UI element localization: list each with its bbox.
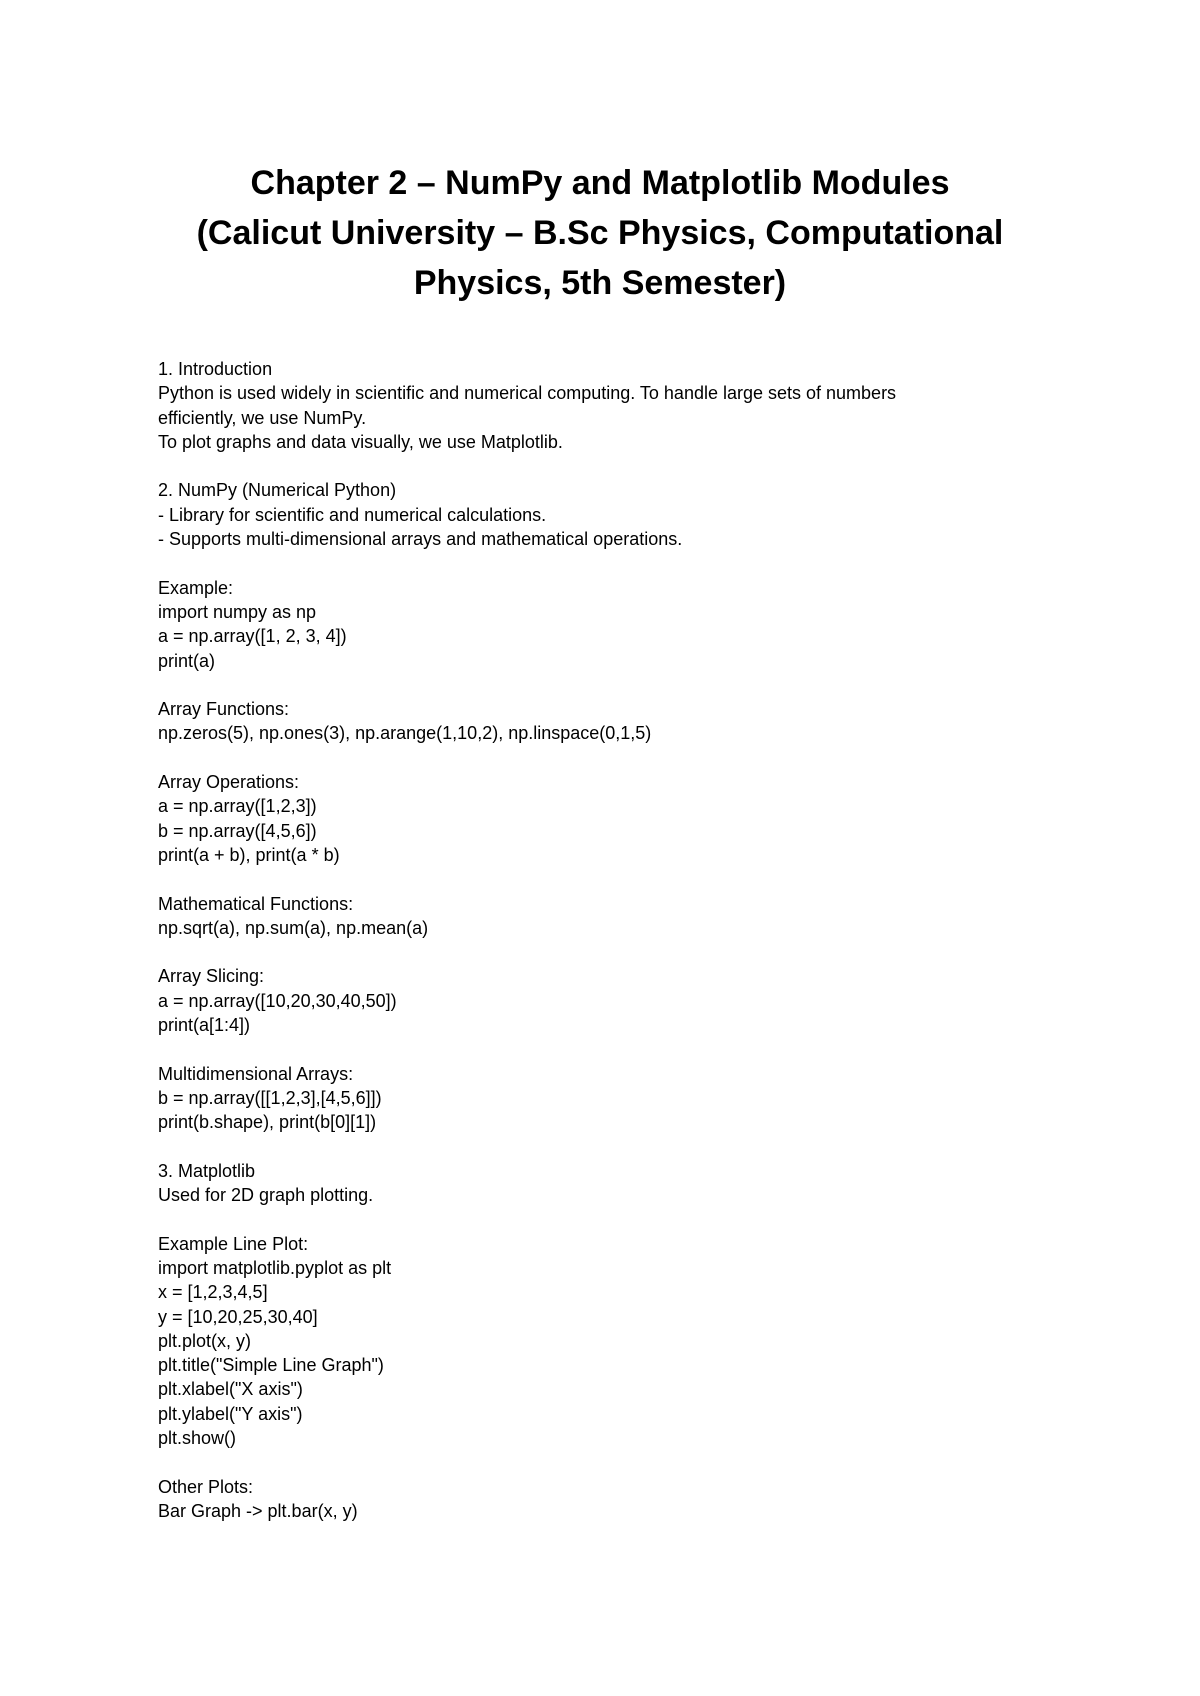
code-line: np.sqrt(a), np.sum(a), np.mean(a) <box>158 917 429 938</box>
section-array-slicing <box>158 964 1058 1037</box>
section-introduction <box>158 357 1058 454</box>
section-example-line-plot <box>158 1232 1058 1451</box>
paragraph-gap <box>158 867 1058 891</box>
code-line: y = [10,20,25,30,40] <box>158 1306 318 1327</box>
paragraph-gap <box>158 1135 1058 1159</box>
code-line: np.zeros(5), np.ones(3), np.arange(1,10,2), np.linspace(0,1,5) <box>158 723 652 744</box>
code-line: print(b.shape), print(b[0][1]) <box>158 1112 377 1133</box>
paragraph-gap <box>158 551 1058 575</box>
title-line-2: (Calicut University – B.Sc Physics, Computational <box>196 214 1004 252</box>
page-title <box>100 158 1100 308</box>
code-line: b = np.array([[1,2,3],[4,5,6]]) <box>158 1087 382 1108</box>
code-line: import matplotlib.pyplot as plt <box>158 1257 392 1278</box>
section-heading: Array Functions: <box>158 699 290 720</box>
paragraph-gap <box>158 1450 1058 1474</box>
code-line: plt.title("Simple Line Graph") <box>158 1355 384 1376</box>
document-body <box>158 357 1058 1523</box>
code-line: print(a + b), print(a * b) <box>158 844 340 865</box>
code-line: plt.ylabel("Y axis") <box>158 1403 303 1424</box>
section-heading: 2. NumPy (Numerical Python) <box>158 480 397 501</box>
code-line: plt.show() <box>158 1428 237 1449</box>
section-heading: Mathematical Functions: <box>158 893 354 914</box>
title-line-1: Chapter 2 – NumPy and Matplotlib Modules <box>250 164 950 202</box>
section-other-plots <box>158 1475 1058 1524</box>
paragraph-gap <box>158 940 1058 964</box>
code-line: a = np.array([1,2,3]) <box>158 796 317 817</box>
section-heading: Multidimensional Arrays: <box>158 1063 354 1084</box>
section-heading: Example Line Plot: <box>158 1233 309 1254</box>
section-multidimensional-arrays <box>158 1062 1058 1135</box>
text-line: Python is used widely in scientific and numerical computing. To handle large sets of numbers <box>158 383 897 404</box>
section-heading: 1. Introduction <box>158 359 273 379</box>
section-array-functions <box>158 697 1058 746</box>
section-numpy <box>158 478 1058 551</box>
code-line: b = np.array([4,5,6]) <box>158 820 317 841</box>
section-example <box>158 576 1058 673</box>
text-line: Used for 2D graph plotting. <box>158 1185 374 1206</box>
section-array-operations <box>158 770 1058 867</box>
section-heading: Example: <box>158 577 234 598</box>
paragraph-gap <box>158 746 1058 770</box>
text-line: - Library for scientific and numerical calculations. <box>158 504 547 525</box>
code-line: print(a[1:4]) <box>158 1015 251 1036</box>
code-line: Bar Graph -> plt.bar(x, y) <box>158 1500 358 1521</box>
title-line-3: Physics, 5th Semester) <box>413 264 787 302</box>
code-line: x = [1,2,3,4,5] <box>158 1282 268 1303</box>
text-line: - Supports multi-dimensional arrays and mathematical operations. <box>158 529 683 550</box>
section-heading: Array Slicing: <box>158 966 265 987</box>
paragraph-gap <box>158 454 1058 478</box>
code-line: import numpy as np <box>158 601 317 622</box>
text-line: To plot graphs and data visually, we use Matplotlib. <box>158 431 563 452</box>
paragraph-gap <box>158 1037 1058 1061</box>
paragraph-gap <box>158 1207 1058 1231</box>
section-heading: Other Plots: <box>158 1476 254 1497</box>
paragraph-gap <box>158 673 1058 697</box>
code-line: plt.xlabel("X axis") <box>158 1379 303 1400</box>
section-heading: 3. Matplotlib <box>158 1160 256 1181</box>
code-line: plt.plot(x, y) <box>158 1330 252 1351</box>
code-line: print(a) <box>158 650 216 671</box>
section-matplotlib <box>158 1159 1058 1208</box>
section-math-functions <box>158 892 1058 941</box>
text-line: efficiently, we use NumPy. <box>158 407 367 428</box>
code-line: a = np.array([10,20,30,40,50]) <box>158 990 397 1011</box>
code-line: a = np.array([1, 2, 3, 4]) <box>158 626 347 647</box>
section-heading: Array Operations: <box>158 772 300 793</box>
